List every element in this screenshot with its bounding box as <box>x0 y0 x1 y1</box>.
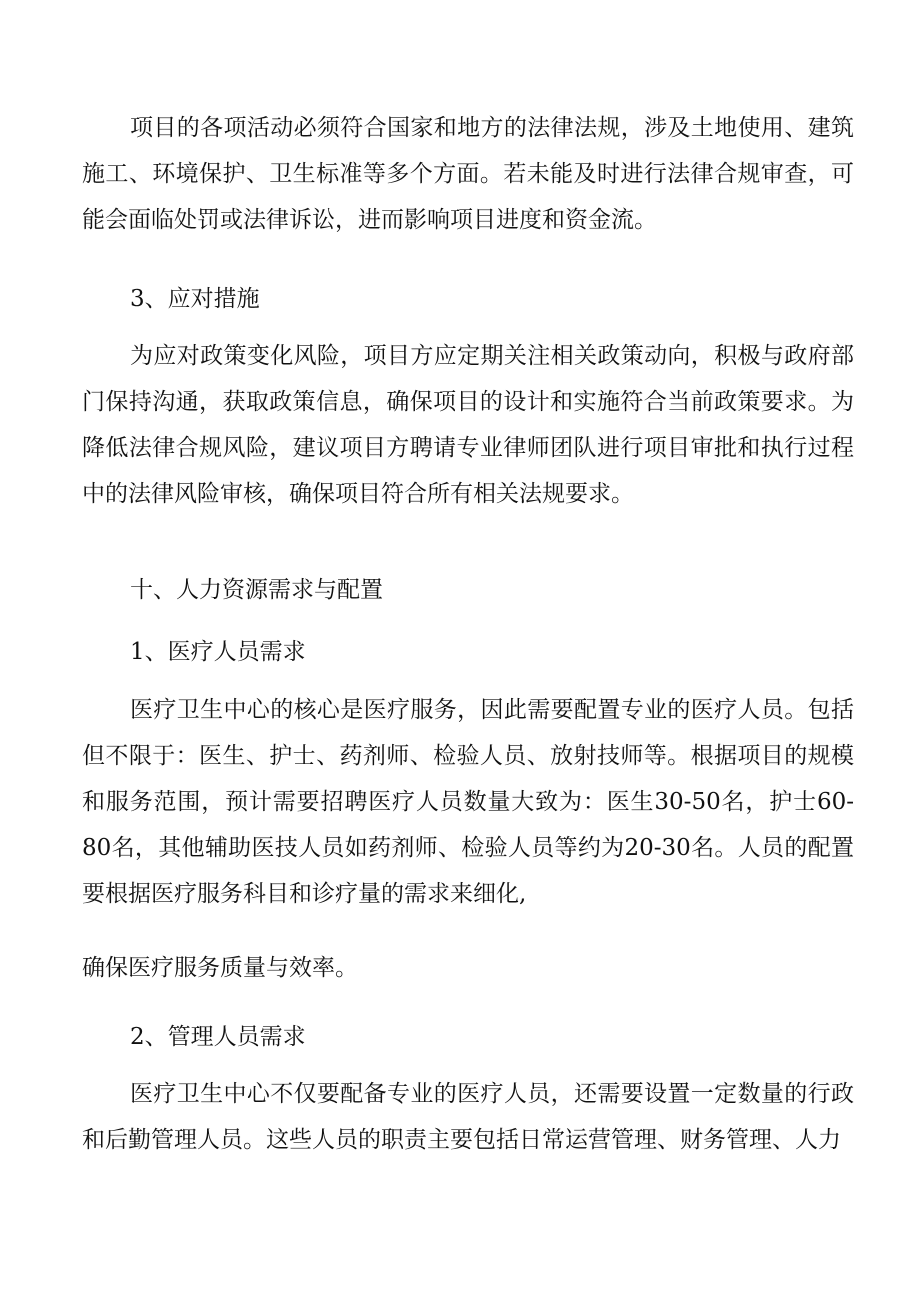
heading-section-ten-hr: 十、人力资源需求与配置 <box>130 577 383 603</box>
paragraph-legal-compliance: 项目的各项活动必须符合国家和地方的法律法规，涉及土地使用、建筑施工、环境保护、卫生标准等多个方面。若未能及时进行法律合规审查，可能会面临处罚或法律诉讼，进而影响项目进度和资金流。 <box>82 115 854 233</box>
heading-medical-staff: 1、医疗人员需求 <box>130 639 306 665</box>
paragraph-medical-staff-tail: 确保医疗服务质量与效率。 <box>82 955 358 981</box>
heading-management-staff: 2、管理人员需求 <box>130 1024 306 1050</box>
heading-response-measures: 3、应对措施 <box>130 286 260 312</box>
paragraph-policy-response: 为应对政策变化风险，项目方应定期关注相关政策动向，积极与政府部门保持沟通，获取政策信息，确保项目的设计和实施符合当前政策要求。为降低法律合规风险，建议项目方聘请专业律师团队进行项目审批和执行过程中的法律风险审核，确保项目符合所有相关法规要求。 <box>82 343 854 507</box>
paragraph-medical-staff: 医疗卫生中心的核心是医疗服务，因此需要配置专业的医疗人员。包括但不限于：医生、护士、药剂师、检验人员、放射技师等。根据项目的规模和服务范围，预计需要招聘医疗人员数量大致为：医生30-50名，护士60-80名，其他辅助医技人员如药剂师、检验人员等约为20-30名。人员的配置要根据医疗服务科目和诊疗量的需求来细化, <box>82 697 854 907</box>
paragraph-management-staff: 医疗卫生中心不仅要配备专业的医疗人员，还需要设置一定数量的行政和后勤管理人员。这些人员的职责主要包括日常运营管理、财务管理、人力 <box>82 1081 854 1153</box>
